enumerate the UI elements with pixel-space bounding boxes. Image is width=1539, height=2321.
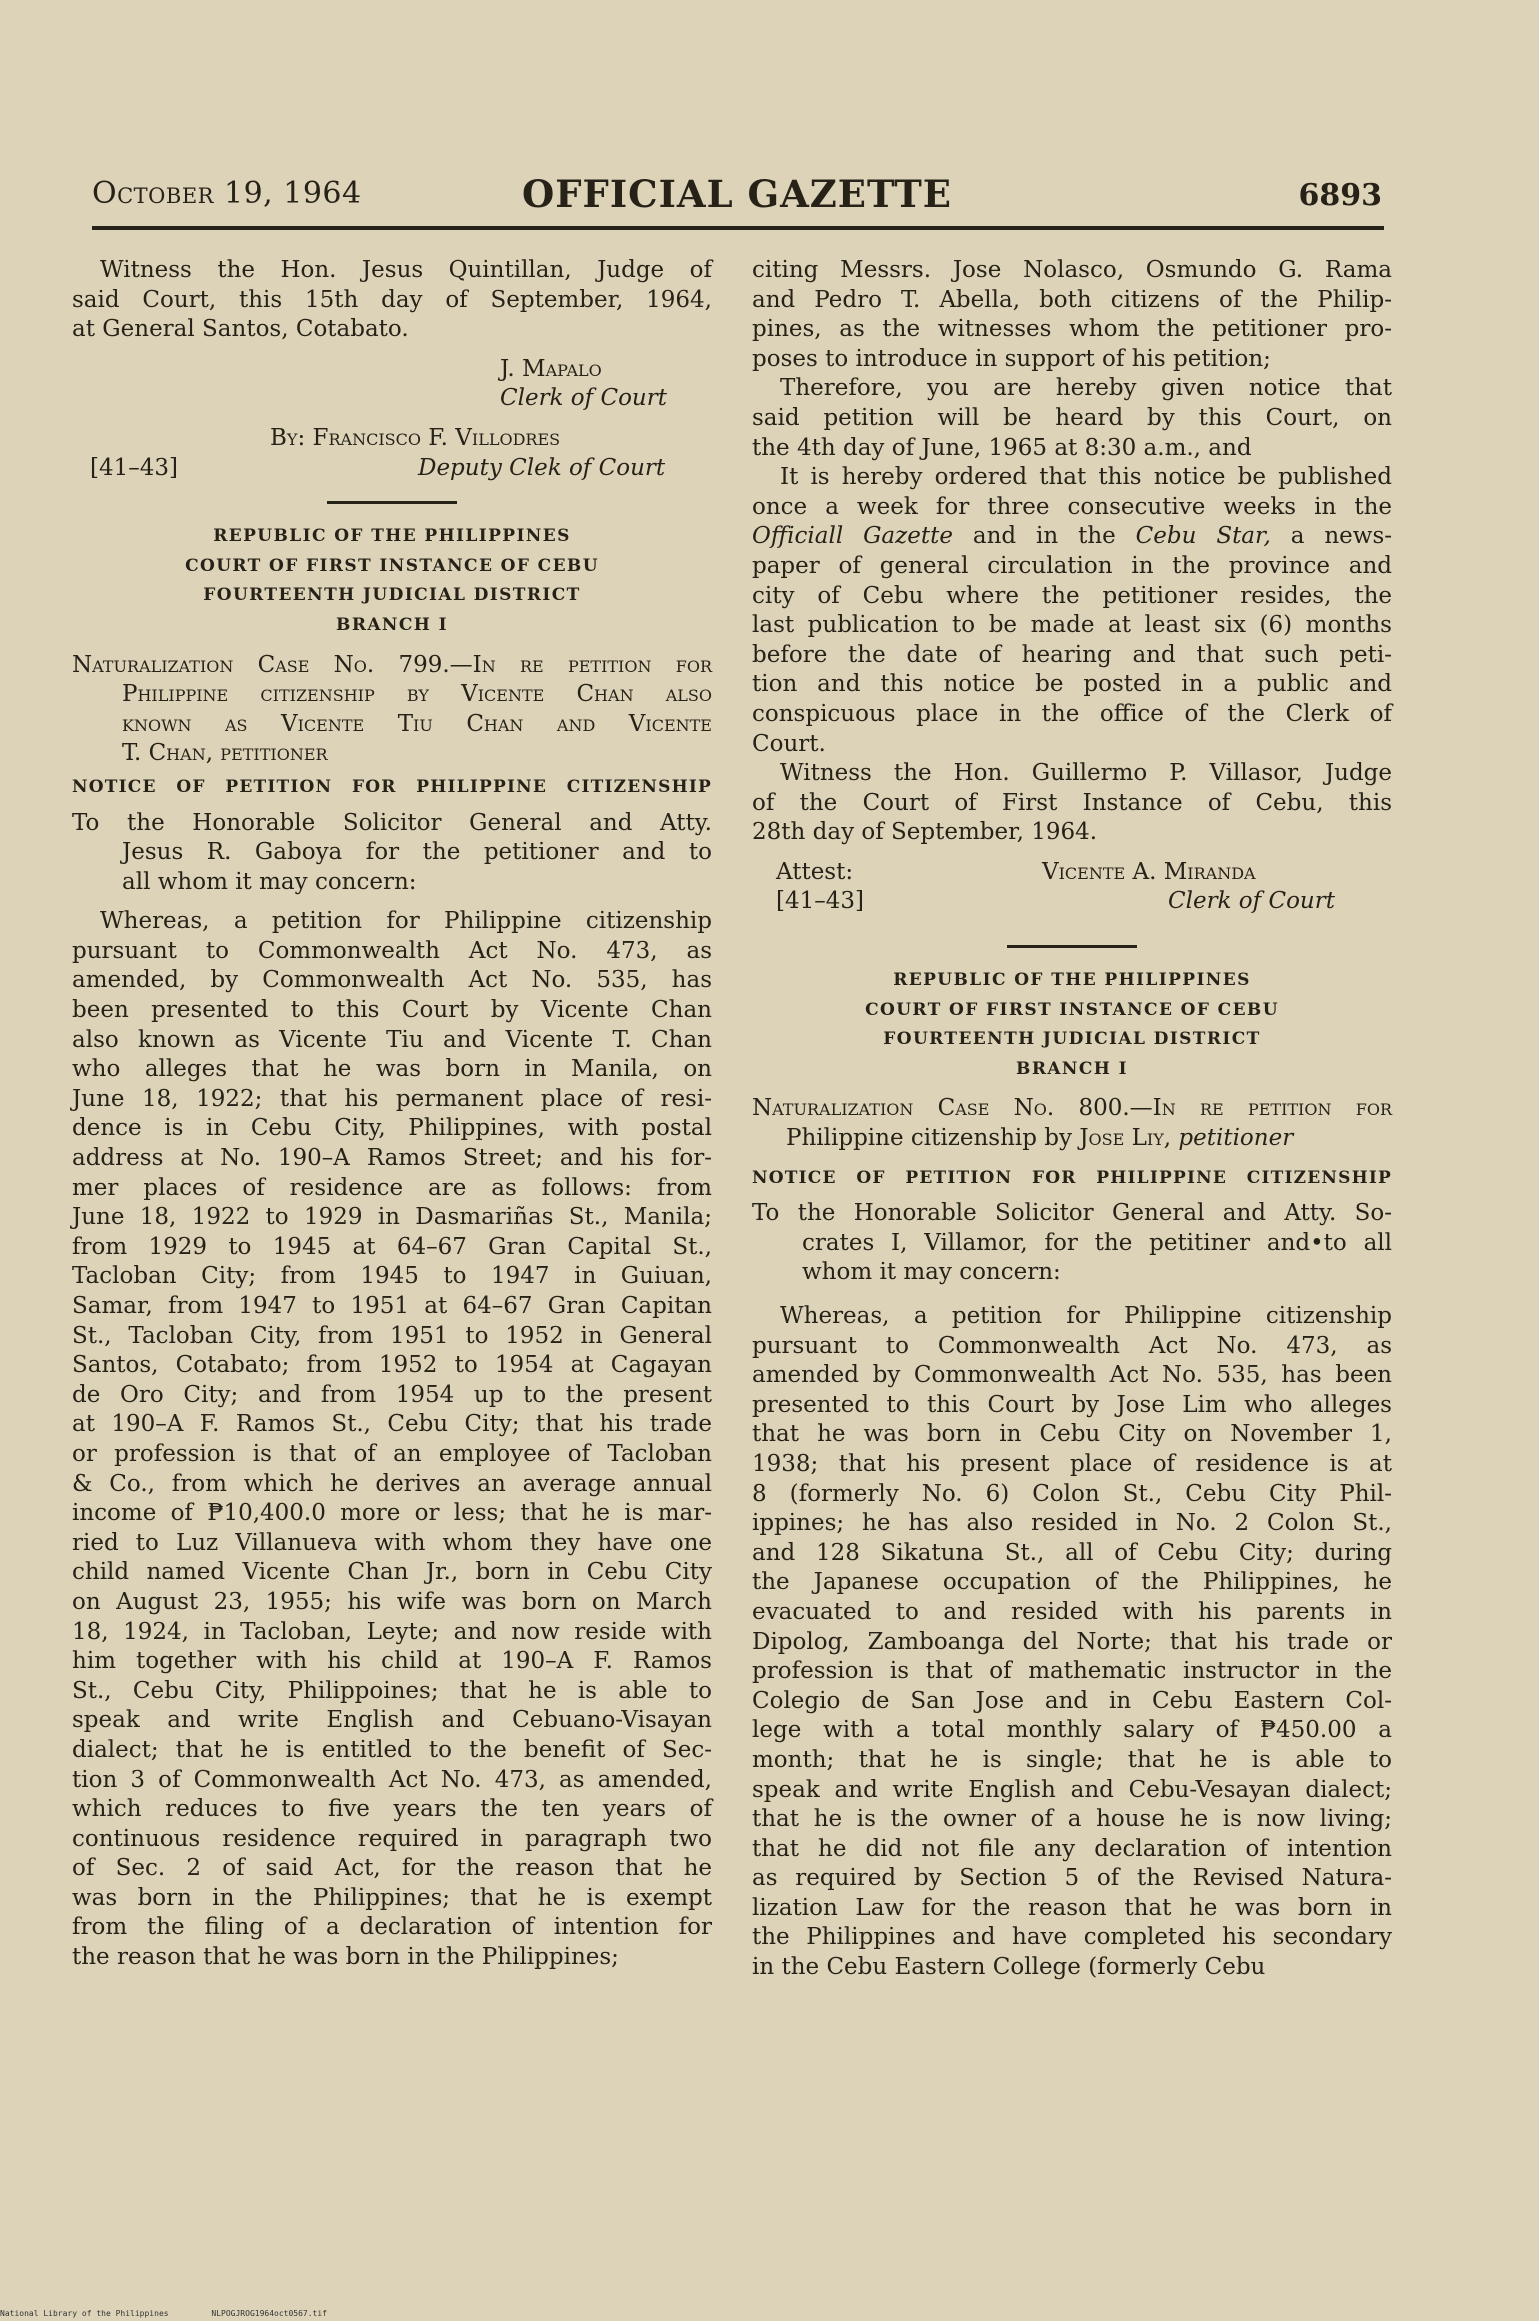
text-line: June 18, 1922; that his permanent place of resi- [72,1085,712,1112]
caption-line: BRANCH I [336,614,448,635]
text-line [752,522,1392,552]
signature-line [72,355,712,385]
text-line: crates I, Villamor, for the petitiner and•to all [802,1229,1392,1256]
text-fragment: Philippine citizenship by [786,1125,1072,1152]
petition-body [752,1302,1392,1983]
caption-line: FOURTEENTH JUDICIAL DISTRICT [203,585,581,606]
text-line: the 4th day of June, 1965 at 8:30 a.m., and [752,434,1252,461]
text-line: income of ₱10,400.0 more or less; that he is mar- [72,1500,712,1527]
text-line: at General Santos, Cotabato. [72,316,409,343]
text-fragment: petitioner [1178,1125,1294,1152]
text-line: 28th day of September, 1964. [752,819,1098,846]
reference-number: [41–43] [776,888,864,915]
text-line: To the Honorable Solicitor General and Atty. [72,809,712,836]
text-line: ried to Luz Villanueva with whom they have one [72,1529,712,1556]
text-line: It is hereby ordered that this notice be published [780,464,1392,491]
caption-line: COURT OF FIRST INSTANCE OF CEBU [185,555,599,576]
text-line: poses to introduce in support of his petition; [752,345,1271,372]
text-line: Whereas, a petition for Philippine citizenship [100,908,712,935]
text-line: Dipolog, Zamboanga del Norte; that his trade or [752,1628,1392,1655]
text-line: before the date of hearing and that such peti- [752,641,1392,668]
text-line: pursuant to Commonwealth Act No. 473, as [752,1332,1392,1359]
text-line: or profession is that of an employee of Tacloban [72,1440,712,1467]
witness-block-799-prev [72,256,712,345]
clerk-name: Vicente A. Miranda [1042,858,1256,885]
text-line: conspicuous place in the office of the Clerk of [752,700,1392,727]
text-line: and 128 Sikatuna St., all of Cebu City; during [752,1539,1392,1566]
signature-line [72,424,712,454]
text-line: 18, 1924, in Tacloban, Leyte; and now reside with [72,1618,712,1645]
header-date: October 19, 1964 [92,176,362,211]
caption-line: REPUBLIC OF THE PHILIPPINES [213,526,571,547]
text-line: the Philippines and have completed his secondary [752,1924,1392,1951]
text-line: dence is in Cebu City, Philippines, with postal [72,1115,712,1142]
text-line: on August 23, 1955; his wife was born on March [72,1588,712,1615]
text-line: citing Messrs. Jose Nolasco, Osmundo G. Rama [752,257,1392,283]
text-line: that he was born in Cebu City on November 1, [752,1421,1392,1448]
text-line: Philippine citizenship by Vicente Chan also [122,681,712,708]
text-line: profession is that of mathematic instructor in the [752,1658,1392,1685]
court-caption [752,966,1392,1084]
clerk-name: J. Mapalo [500,355,602,382]
text-line: in the Cebu Eastern College (formerly Cebu [752,1954,1266,1981]
text-line: once a week for three consecutive weeks in the [752,493,1392,520]
text-line [752,1124,1392,1154]
signature-line [752,858,1392,888]
text-line: evacuated to and resided with his parents in [752,1598,1392,1625]
footer-library: National Library of the Philippines [0,2309,169,2318]
text-line: Tacloban City; from 1945 to 1947 in Guiuan, [72,1263,712,1290]
caption-line: REPUBLIC OF THE PHILIPPINES [893,970,1251,991]
caption-line: COURT OF FIRST INSTANCE OF CEBU [865,999,1279,1020]
text-line: of the Court of First Instance of Cebu, this [752,789,1392,816]
text-line: ippines; he has also resided in No. 2 Colon St., [752,1510,1392,1537]
text-line: Colegio de San Jose and in Cebu Eastern Col- [752,1687,1392,1714]
text-line: St., Cebu City, Philippoines; that he is able to [72,1677,712,1704]
text-line: Whereas, a petition for Philippine citizenship [780,1303,1392,1329]
court-caption [72,522,712,640]
text-line: amended by Commonwealth Act No. 535, has been [752,1362,1392,1389]
text-line: and Pedro T. Abella, both citizens of the Philip- [752,286,1392,313]
petitioner-name: Jose Liy, [1079,1125,1172,1152]
text-line: said Court, this 15th day of September, 1964, [72,286,712,313]
text-line: To the Honorable Solicitor General and Atty. So- [752,1200,1392,1227]
text-line: Jesus R. Gaboya for the petitioner and to [122,839,712,866]
signature-line [72,384,712,414]
text-fragment: and in the [972,523,1116,550]
text-line: tion and this notice be posted in a public and [752,671,1392,698]
text-line: from 1929 to 1945 at 64–67 Gran Capital St., [72,1233,712,1260]
attest-label: Attest: [776,858,854,885]
text-line: Samar, from 1947 to 1951 at 64–67 Gran Capitan [72,1293,712,1319]
caption-line: BRANCH I [1016,1058,1128,1079]
therefore-paragraph [752,374,1392,463]
text-line: June 18, 1922 to 1929 in Dasmariñas St., Manila; [72,1204,712,1231]
section-divider [327,501,457,504]
petition-body [72,907,712,1972]
text-line: the Japanese occupation of the Philippines, he [752,1569,1392,1596]
text-line: who alleges that he was born in Manila, on [72,1056,712,1083]
text-line: that he did not file any declaration of intention [752,1835,1392,1862]
text-line: continuous residence required in paragraph two [72,1825,712,1852]
text-line: been presented to this Court by Vicente Chan [72,997,712,1024]
text-line: whom it may concern: [802,1259,1061,1286]
text-line: pines, as the witnesses whom the petitioner pro- [752,316,1392,343]
right-column [752,256,1392,1983]
text-line: & Co., from which he derives an average annual [72,1470,712,1497]
witness-block-799 [752,759,1392,848]
section-divider [1007,945,1137,948]
signature-line [752,887,1392,917]
text-line: Therefore, you are hereby given notice that [780,375,1392,402]
text-line: from the filing of a declaration of intention for [72,1914,712,1941]
text-line: him together with his child at 190–A F. Ramos [72,1648,712,1675]
text-line: which reduces to five years the ten years of [72,1796,712,1823]
notice-heading: NOTICE OF PETITION FOR PHILIPPINE CITIZENSHIP [752,1167,1392,1188]
text-line: lege with a total monthly salary of ₱450.00 a [752,1717,1392,1744]
page-header [92,168,1382,218]
text-line: Santos, Cotabato; from 1952 to 1954 at Cagayan [72,1352,712,1379]
text-line: speak and write English and Cebu-Vesayan dialect; [752,1776,1392,1803]
case-heading [72,651,712,769]
header-page-number: 6893 [1298,178,1382,213]
text-line: dialect; that he is entitled to the benefit of Sec- [72,1736,712,1763]
text-line: amended, by Commonwealth Act No. 535, has [72,967,712,994]
addressee-block [752,1199,1392,1288]
text-line: also known as Vicente Tiu and Vicente T. Chan [72,1026,712,1053]
text-line: all whom it may concern: [122,868,417,895]
deputy-title: Deputy Clek of Court [418,454,666,481]
text-line: speak and write English and Cebuano-Visayan [72,1707,712,1734]
text-line: at 190–A F. Ramos St., Cebu City; that his trade [72,1411,712,1438]
text-line: 8 (formerly No. 6) Colon St., Cebu City Phil- [752,1480,1392,1507]
text-line: of Sec. 2 of said Act, for the reason that he [72,1855,712,1882]
text-line: as required by Section 5 of the Revised Natura- [752,1865,1392,1892]
header-rule [92,226,1384,230]
text-line: St., Tacloban City, from 1951 to 1952 in General [72,1322,712,1349]
publication-name: Officiall Gazette [752,523,953,550]
header-title: OFFICIAL GAZETTE [522,172,952,216]
text-line: pursuant to Commonwealth Act No. 473, as [72,937,712,964]
text-line: Naturalization Case No. 800.—In re petition for [752,1095,1392,1122]
text-line: paper of general circulation in the province and [752,552,1392,579]
text-line: said petition will be heard by this Court, on [752,404,1392,431]
text-line: de Oro City; and from 1954 up to the present [72,1381,712,1408]
signature-line [72,454,712,484]
text-line: Witness the Hon. Guillermo P. Villasor, Judge [780,760,1392,787]
addressee-block [72,809,712,898]
text-fragment: a news- [1290,523,1393,550]
text-line: known as Vicente Tiu Chan and Vicente [122,710,712,737]
text-line: last publication to be made at least six (6) months [752,612,1392,639]
text-line: T. Chan, petitioner [122,740,328,767]
caption-line: FOURTEENTH JUDICIAL DISTRICT [883,1029,1261,1050]
text-line: month; that he is single; that he is able to [752,1746,1392,1773]
clerk-title: Clerk of Court [500,385,667,412]
text-line: the reason that he was born in the Philippines; [72,1944,619,1971]
text-line: city of Cebu where the petitioner resides, the [752,582,1392,609]
text-line: Court. [752,730,826,757]
text-line: child named Vicente Chan Jr., born in Cebu City [72,1559,712,1586]
clerk-title: Clerk of Court [1168,888,1335,915]
text-line: Witness the Hon. Jesus Quintillan, Judge of [100,257,712,283]
publication-name: Cebu Star, [1135,523,1271,550]
text-line: mer places of residence are as follows: from [72,1174,712,1201]
footer-file: NLPOGJROG1964oct0567.tif [211,2309,327,2318]
case-heading [752,1094,1392,1153]
text-line: was born in the Philippines; that he is exempt [72,1884,712,1911]
text-line: presented to this Court by Jose Lim who alleges [752,1391,1392,1418]
text-line: that he is the owner of a house he is now living; [752,1806,1392,1833]
order-paragraph [752,463,1392,759]
scan-footer [0,2309,365,2318]
petition-continuation [752,256,1392,374]
text-line: lization Law for the reason that he was born in [752,1894,1392,1921]
by-line: By: Francisco F. Villodres [270,424,561,451]
left-column [72,256,712,1973]
notice-heading: NOTICE OF PETITION FOR PHILIPPINE CITIZENSHIP [72,776,712,797]
reference-number: [41–43] [90,454,178,481]
text-line: address at No. 190–A Ramos Street; and his for- [72,1145,712,1172]
text-line: tion 3 of Commonwealth Act No. 473, as amended, [72,1766,712,1793]
text-line: 1938; that his present place of residence is at [752,1450,1392,1477]
text-line: Naturalization Case No. 799.—In re petition for [72,651,712,678]
